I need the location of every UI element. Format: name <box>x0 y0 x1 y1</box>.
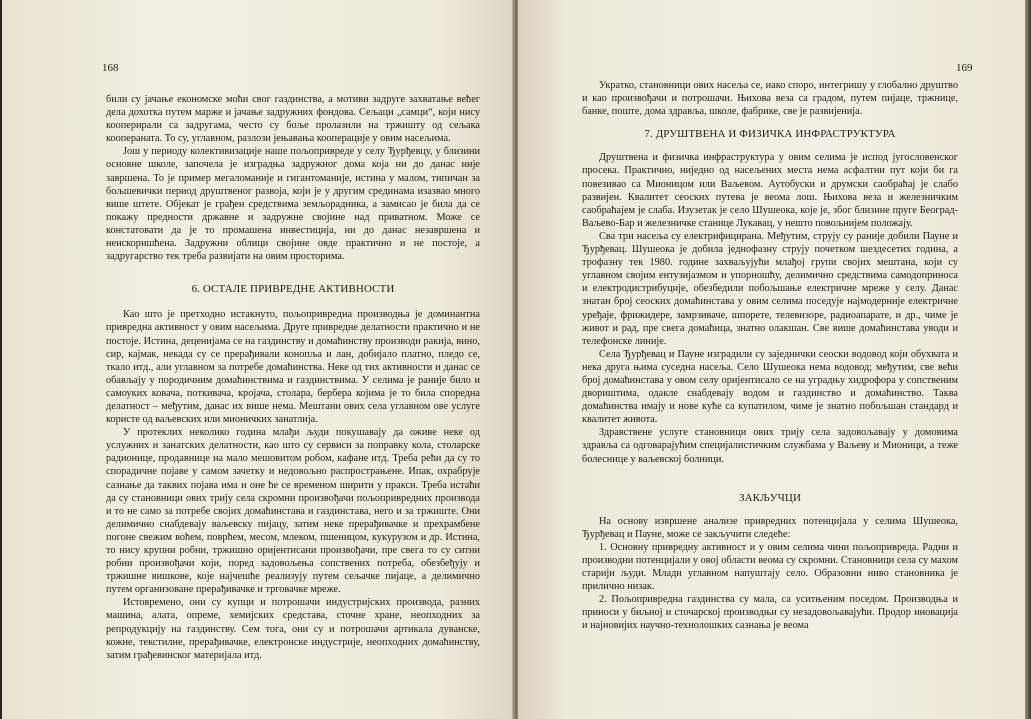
section-heading: ЗАКЉУЧЦИ <box>738 491 801 504</box>
paragraph: 1. Основну привредну активност и у овим селима чини пољопривреда. Радни и производни потенцијали у овој области веома су скромни. Становници села су махом старији људи. Млади углавном напуштају село. Образовни ниво становника је прилично низак. <box>582 541 958 593</box>
section-heading: 7. ДРУШТВЕНА И ФИЗИЧКА ИНФРАСТРУКТУРА <box>644 128 896 141</box>
right-text-column <box>582 79 958 633</box>
paragraph: Сва три насеља су електрифицирана. Међутим, струју су раније добили Пауне и Ђурђевац. Шушеока је добила једнофазну струју почетком шездесетих година, а трофазну тек 1980. године захваљујући млађој групи својих мештана, који су углавном својим ентузијазмом и упорношћу, делимично средствима самодоприноса и електродистрибуције, обезбедили побољшање електричне мреже у селу. Данас знатан број сеоских домаћинстава у овим селима поседује најмодерније електричне уређаје, фрижидере, замрзиваче, шпорете, телевизоре, радиоапарате, и др., чиме је живот и рад, пре свега домаћица, знатно олакшан. Све више домаћинстава уводи и телефонске линије. <box>582 230 958 347</box>
paragraph: На основу извршене анализе привредних потенцијала у селима Шушеока, Ђурђевац и Пауне, може се закључити следеће: <box>582 515 958 540</box>
page-number: 169 <box>956 62 973 74</box>
paragraph: 2. Пољопривредна газдинства су мала, са уситњеним поседом. Производња и приноси у биљној и сточарској производњи су незадовољавајући. Продор иновација и најновијих научно-технолошких сазнања је веома <box>582 594 958 632</box>
right-page <box>518 0 1025 719</box>
left-page <box>2 0 514 719</box>
page-number: 168 <box>102 62 119 74</box>
paragraph: У протеклих неколико година млађи људи покушавају да оживе неке од услужних и занатских делатности, као што су сервиси за поправку кола, столарске радионице, продавнице на мало мешовитом робом, кафане итд. Треба рећи да су то спорадичне појаве у самом зачетку и недовољно распрострањене. Ипак, охрабрује сазнање да таквих појава има и оне ће се временом ширити у пракси. Треба истаћи да су становници ових трију села скромни произвођачи пољопривредних производа и то не само за потребе својих домаћинстава и газдинстава, него и за тржиште. Они делимично снабдевају ваљевску пијацу, затим неке прерађивачке и прехрамбене погоне свежим воћем, поврћем, месом, млеком, пшеницом, кукурузом и др. Истина, то нису крупни робни, тржишно оријентисани произвођачи, пре свега то су ситни робни произвођачи који, поред задовољења сопствених потреба, обезбеђују и тржишне вишкове, које најчешће реализују путем сељачке пијаце, а делимично путем организоване прерађивачке и трговачке мреже. <box>106 427 480 596</box>
paragraph: били су јачање економске моћи свог газдинства, а мотиви задруге захватање већег дела дохотка путем марже и јачање задружних фондова. Сељаци „самци“, који нису кооперирали са задругама, често су боље пролазили на тржишту од сељака коопераната. То су, углавном, разлози јењавања кооперације у овим насељима. <box>106 94 480 145</box>
paragraph: Још у периоду колективизације наше пољопривреде у селу Ђурђевцу, у близини основне школе, започела је изградња задружног дома која ни до данас није завршена. То је пример мегаломаније и гигантоманије, истина у малом, типичан за бољшевички период друштвеног развоја, који је у другим срединама изазвао много више штете. Објекат је грађен средствима земљорадника, а замисао је била да се покажу предности државне и задружне својине над приватном. Може се констатовати да је то промашена инвестиција, ни до данас незавршена и неискоришћена. Задружни облици својине овде практично и не постоје, а задругарство тек треба развијати на овим просторима. <box>106 146 480 263</box>
paragraph: Села Ђурђевац и Пауне изградили су заједнички сеоски водовод који обухвата и нека друга њима суседна насеља. Село Шушеока нема водовод; међутим, све већи број домаћинстава у овом селу оријентисало се на уградњу хидрофора у сопственим двориштима, одакле снабдевају водом и газдинство и домаћинство. Таква домаћинства имају и нове куће са купатилом, чиме је знатно побољшан стандард и квалитет живота. <box>582 348 958 426</box>
paragraph: Укратко, становници ових насеља се, иако споро, интегришу у глобално друштво и као произвођачи и потрошачи. Њихова веза са градом, путем пијаце, тржнице, банке, поште, дома здравља, школе, фабрике, све је развијенија. <box>582 80 958 118</box>
paragraph: Истовремено, они су купци и потрошачи индустријских производа, разних машина, алата, опреме, хемијских средстава, сточне хране, неопходних за репродукцију на газдинству. Сем тога, они су и потрошачи артикала дуванске, кожне, текстилне, прерађивачке, електронске индустрије, неопходних домаћинству, затим грађевинског материјала итд. <box>106 597 480 661</box>
left-text-column <box>106 93 480 662</box>
paragraph: Као што је претходно истакнуто, пољопривредна производња је доминантна привредна активност у овим насељима. Друге привредне делатности практично и не постоје. Истина, деценијама се на газдинству и домаћинству производи ракија, вино, сир, кајмак, некада су се прерађивали конопља и лан, добијало платно, пледо се, ткало итд., али углавном за потребе домаћинства. Неке од тих активности и данас се обављају у породичним домаћинствима и газдинствима. У селима је раније било и самоуких ковача, поткивача, кројача, столара, бербера којима је то била споредна делатност – међутим, данас их више нема. Мештани ових села углавном ове услуге користе од ваљевских или мионичких занатлија. <box>106 309 480 426</box>
paragraph: Здравствене услуге становници ових трију села задовољавају у домовима здравља са одговарајућим специјалистичким службама у Ваљеву и Мионици, а теже болеснице у ваљевској болници. <box>582 427 958 465</box>
paragraph: Друштвена и физичка инфраструктура у овим селима је испод југословенског просека. Практично, ниједно од насељених места нема асфалтни пут који би га повезивао са Мионицом или Ваљевом. Аутобуски и друмски саобраћај је слабо развијен. Квалитет сеоских путева је веома лош. Њихова веза и железничким саобраћајем је слаба. Изузетак је село Шушеока, које је, због близине пруге Београд-Ваљево-Бар и железничке станице Лукавац, у нешто повољнијем положају. <box>582 152 958 229</box>
page-edge <box>1025 0 1031 719</box>
section-heading: 6. ОСТАЛЕ ПРИВРЕДНЕ АКТИВНОСТИ <box>191 283 395 296</box>
